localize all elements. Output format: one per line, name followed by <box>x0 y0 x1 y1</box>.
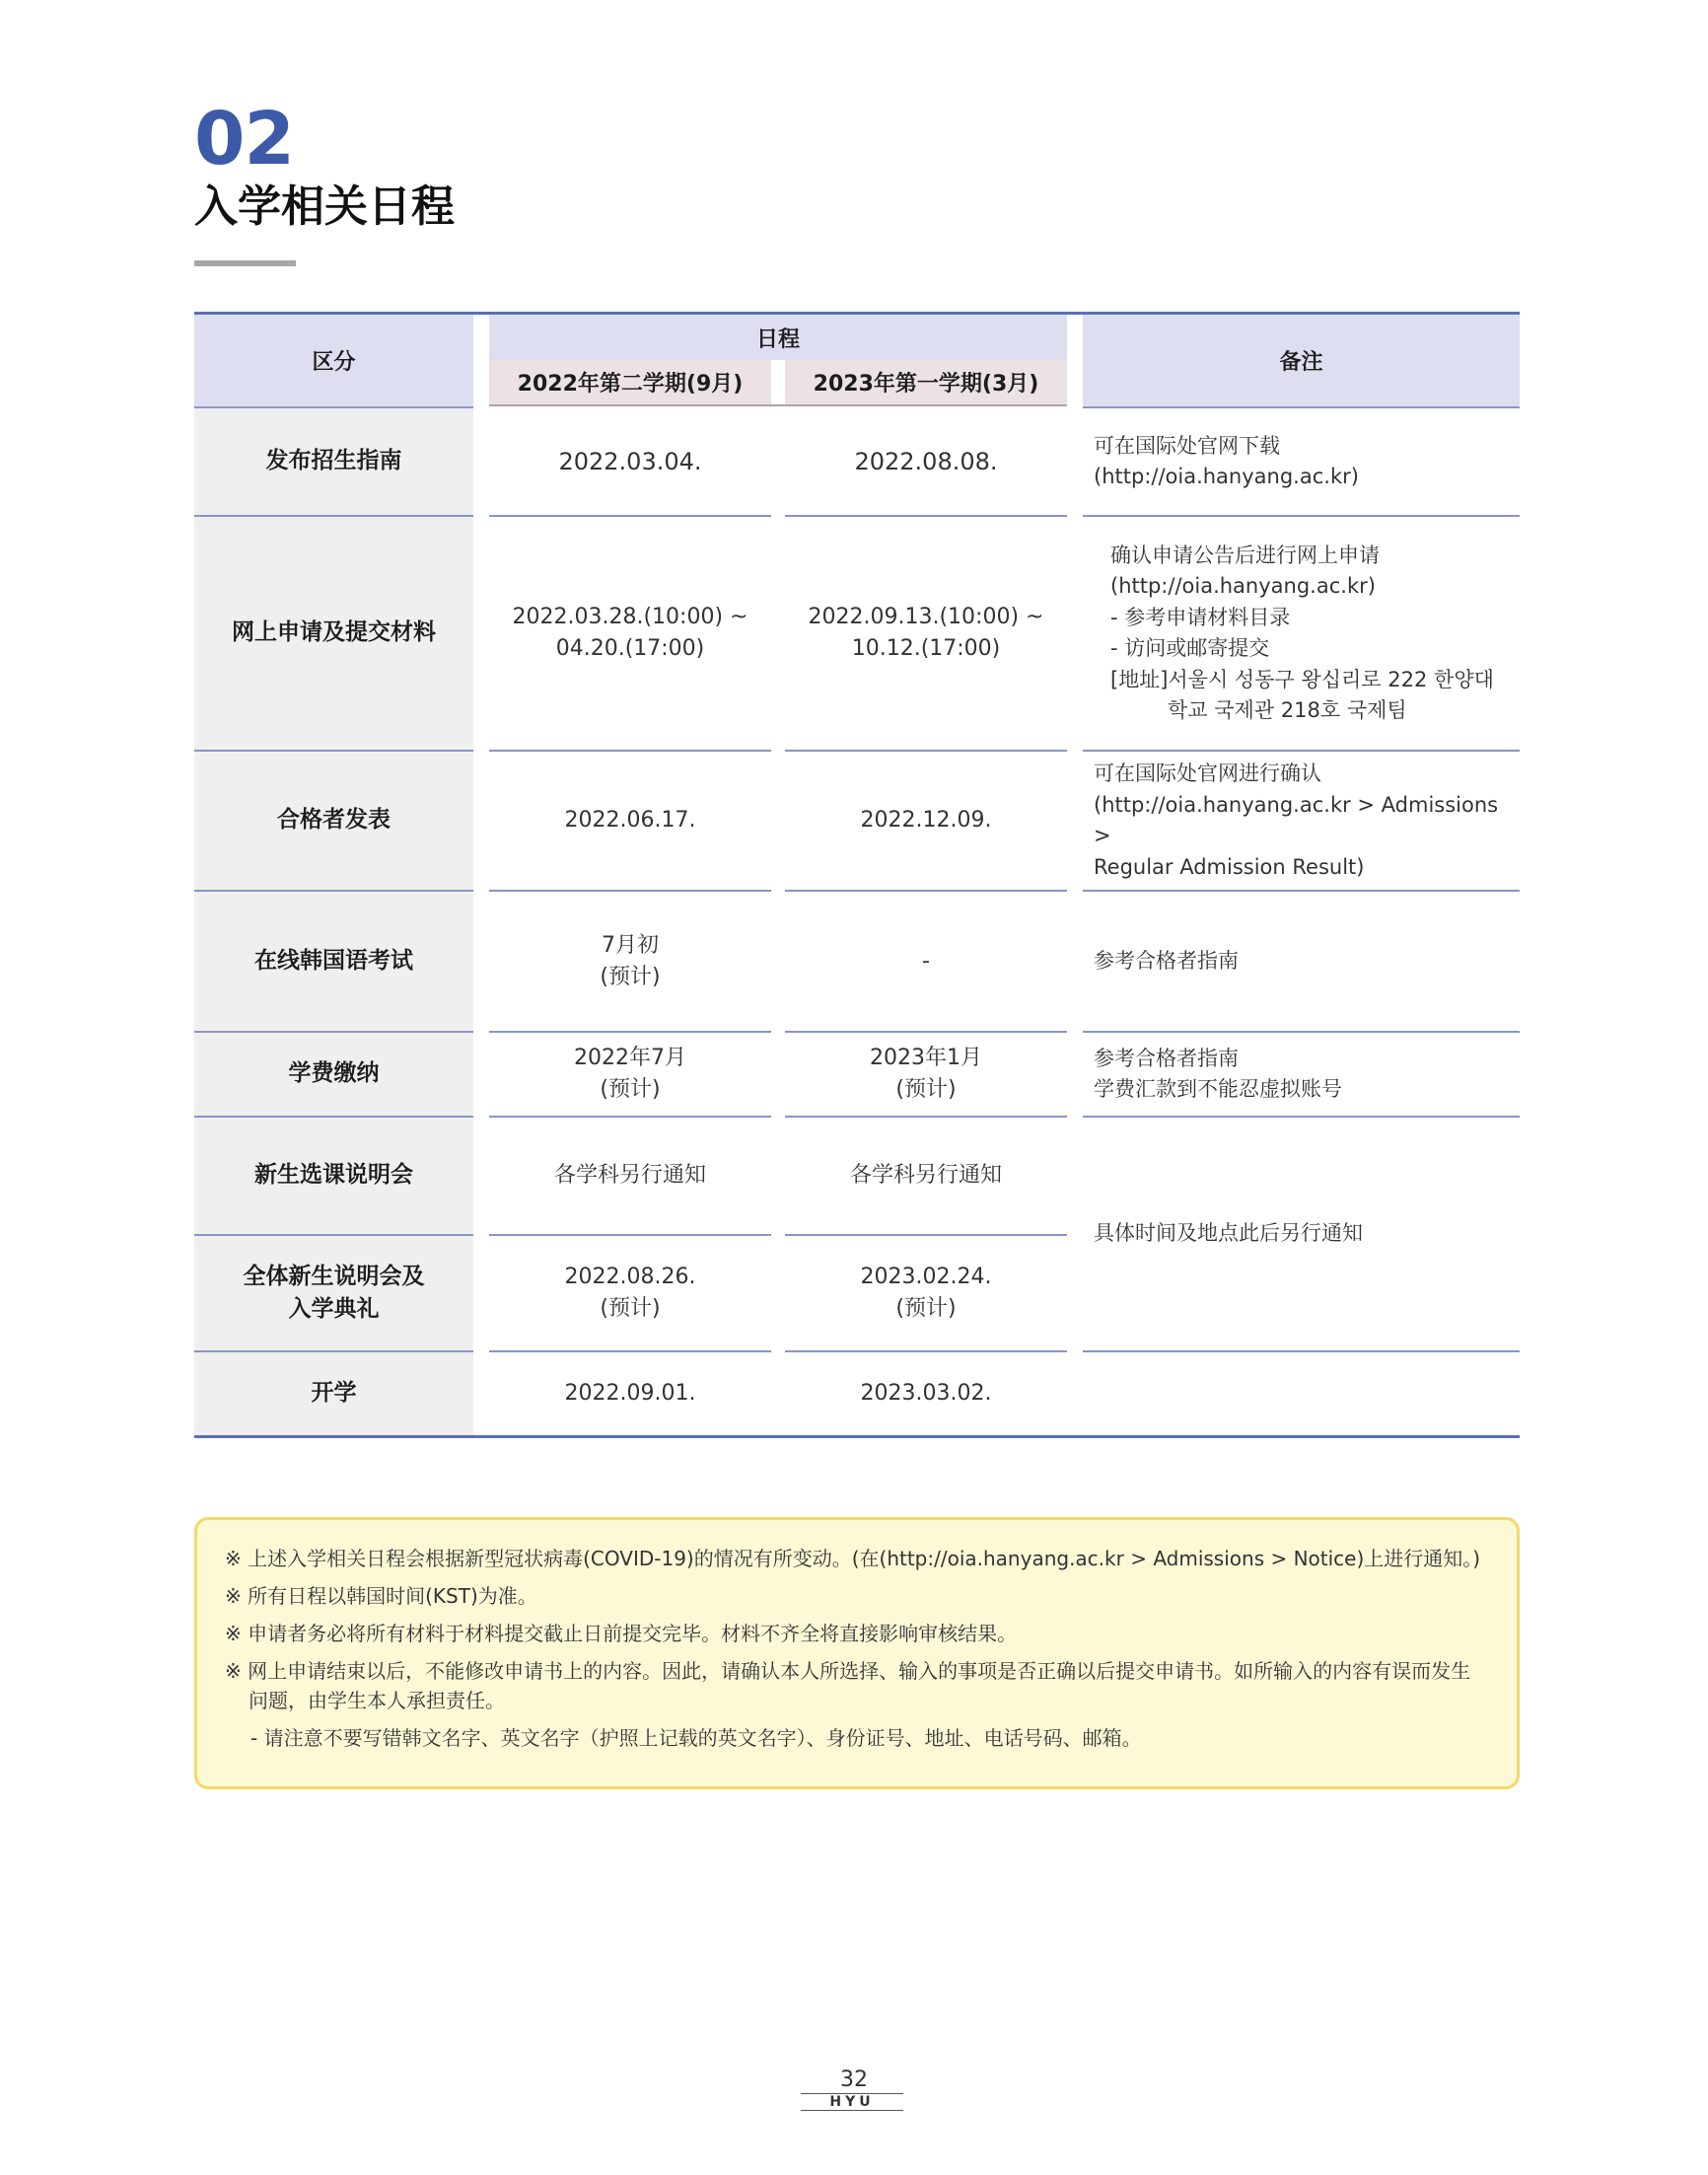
notice-item-continued: 问题，由学生本人承担责任。 <box>249 1689 505 1712</box>
remark-line: - 参考申请材料目录 <box>1110 605 1291 629</box>
remark-line: 参考合格者指南 <box>1094 948 1239 973</box>
row-name-line: 全体新生说明会及 <box>243 1263 425 1289</box>
header-term1: 2022年第二学期(9月) <box>489 360 771 404</box>
row-name: 网上申请及提交材料 <box>194 517 473 750</box>
row-remarks <box>1083 892 1520 1031</box>
remark-link[interactable]: (http://oia.hanyang.ac.kr) <box>1110 574 1376 598</box>
row-term2: 2022.12.09. <box>860 808 992 834</box>
date-line: 2022.03.28.(10:00) ~ <box>512 605 748 630</box>
schedule-table <box>194 312 1520 1438</box>
notice-item: ※ 申请者务必将所有材料于材料提交截止日前提交完毕。材料不齐全将直接影响审核结果。 <box>225 1622 1018 1645</box>
row-name <box>194 1236 473 1350</box>
notice-item: ※ 所有日程以韩国时间(KST)为准。 <box>225 1584 537 1608</box>
remark-line: - 访问或邮寄提交 <box>1110 636 1270 660</box>
remark-line: 确认申请公告后进行网上申请 <box>1110 543 1380 567</box>
row-remarks <box>1083 408 1520 515</box>
date-line: 7月初 <box>601 932 659 958</box>
date-line: 2023.02.24. <box>860 1265 992 1290</box>
hyu-logo: HYU <box>801 2093 903 2111</box>
date-line: 10.12.(17:00) <box>851 636 1001 661</box>
row-term2 <box>785 517 1067 750</box>
row-name: 发布招生指南 <box>194 408 473 515</box>
header-term2: 2023年第一学期(3月) <box>785 360 1067 404</box>
row-remarks <box>1083 752 1520 890</box>
row-divider <box>1083 1350 1520 1352</box>
notice-item: ※ 网上申请结束以后，不能修改申请书上的内容。因此，请确认本人所选择、输入的事项是否正确以后提交申请书。如所输入的内容有误而发生 <box>225 1659 1471 1683</box>
header-remarks: 备注 <box>1083 315 1520 406</box>
date-line: 2022年7月 <box>574 1046 686 1071</box>
remark-line: 具体时间及地点此后另行通知 <box>1094 1221 1363 1246</box>
remark-line: 可在国际处官网进行确认 <box>1094 761 1321 785</box>
date-line: 2022.08.26. <box>564 1265 696 1290</box>
row-term1: 2022.03.04. <box>558 448 702 475</box>
row-term1: 2022.09.01. <box>564 1381 696 1407</box>
date-line: 2023年1月 <box>870 1046 982 1071</box>
remark-link[interactable]: (http://oia.hanyang.ac.kr) <box>1094 465 1359 488</box>
notice-item: ※ 上述入学相关日程会根据新型冠状病毒(COVID-19)的情况有所变动。(在(http://oia.hanyang.ac.kr > Admissions > Notice)上进行通知。) <box>225 1547 1481 1570</box>
row-term1 <box>489 517 771 750</box>
row-name-line: 入学典礼 <box>288 1296 380 1322</box>
notice-subitem: - 请注意不要写错韩文名字、英文名字（护照上记载的英文名字）、身份证号、地址、电话号码、邮箱。 <box>250 1726 1142 1750</box>
date-line: (预计) <box>600 1296 661 1321</box>
row-name: 学费缴纳 <box>194 1033 473 1116</box>
row-name: 在线韩国语考试 <box>194 892 473 1031</box>
remark-address: [地址]서울시 성동구 왕십리로 222 한양대 <box>1110 667 1494 691</box>
date-line: (预计) <box>895 1077 957 1102</box>
header-divider <box>489 404 1067 406</box>
date-line: 2022.09.13.(10:00) ~ <box>808 605 1044 630</box>
row-term2 <box>785 1033 1067 1116</box>
row-term1 <box>489 892 771 1031</box>
date-line: 04.20.(17:00) <box>555 636 705 661</box>
row-term1: 2022.06.17. <box>564 808 696 834</box>
remark-link[interactable]: (http://oia.hanyang.ac.kr > Admissions > <box>1094 792 1499 847</box>
date-line: (预计) <box>600 1077 661 1102</box>
row-term2 <box>785 1236 1067 1350</box>
section-title: 入学相关日程 <box>194 181 455 232</box>
remark-line: 学费汇款到不能忍虚拟账号 <box>1094 1077 1342 1101</box>
date-line: (预计) <box>600 964 661 989</box>
table-bottom-border <box>194 1435 1520 1438</box>
title-underline <box>194 260 296 266</box>
section-number: 02 <box>194 97 294 181</box>
remark-line: 可在国际处官网下载 <box>1094 433 1280 458</box>
row-term1 <box>489 1033 771 1116</box>
page-number: 32 <box>840 2067 868 2092</box>
row-name: 新生选课说明会 <box>194 1118 473 1234</box>
row-term2: - <box>922 948 930 974</box>
row-name: 合格者发表 <box>194 752 473 890</box>
date-line: (预计) <box>895 1296 957 1321</box>
merged-remarks <box>1083 1118 1520 1350</box>
header-schedule: 日程 <box>489 315 1067 360</box>
header-category: 区分 <box>194 315 473 406</box>
notice-box <box>194 1517 1520 1789</box>
remark-address: 학교 국제관 218호 국제팀 <box>1168 698 1407 722</box>
row-name: 开学 <box>194 1352 473 1435</box>
row-term2: 各学科另行通知 <box>849 1163 1002 1189</box>
row-term2: 2023.03.02. <box>860 1381 992 1407</box>
remark-line: 参考合格者指南 <box>1094 1046 1239 1070</box>
row-term2: 2022.08.08. <box>854 448 998 475</box>
remark-line: Regular Admission Result) <box>1094 854 1365 879</box>
row-remarks <box>1083 517 1520 750</box>
row-remarks <box>1083 1033 1520 1116</box>
row-term1: 各学科另行通知 <box>553 1163 706 1189</box>
row-term1 <box>489 1236 771 1350</box>
